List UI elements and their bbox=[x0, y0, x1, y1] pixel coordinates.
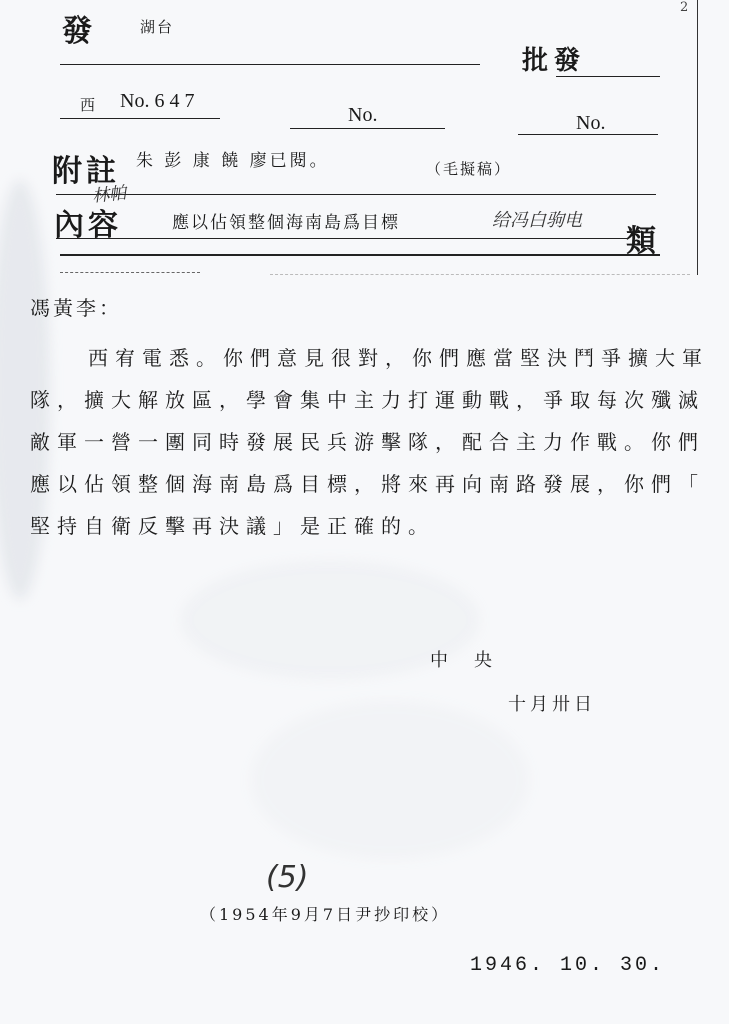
approve-label: 批發 bbox=[522, 46, 587, 76]
body-line: 敵軍一營一團同時發展民兵游擊隊，配合主力作戰。你們 bbox=[30, 430, 705, 454]
form-rule bbox=[556, 76, 660, 77]
notes-label: 附註 bbox=[52, 154, 120, 189]
letter-date: 十月卅日 bbox=[508, 694, 596, 715]
scan-smudge bbox=[250, 700, 530, 860]
content-text: 應以佔領整個海南島爲目標 bbox=[172, 213, 400, 233]
copy-note: （1954年9月7日尹抄印校） bbox=[200, 905, 451, 924]
page-mark: 2 bbox=[680, 0, 689, 15]
notes-draft-note: （毛擬稿） bbox=[426, 160, 512, 178]
content-label: 內容 bbox=[54, 208, 122, 243]
category-label: 類 bbox=[626, 224, 656, 259]
cut-line bbox=[60, 272, 200, 273]
number-field-3: No. bbox=[576, 112, 606, 134]
form-rule bbox=[56, 194, 656, 195]
body-line: 應以佔領整個海南島爲目標，將來再向南路發展，你們「 bbox=[30, 472, 705, 496]
cut-line bbox=[270, 274, 690, 275]
salutation: 馮黃李： bbox=[30, 296, 122, 320]
notes-text: 朱 彭 康 饒 廖已閱。 bbox=[136, 151, 330, 171]
handwritten-annotation: 给冯白驹电 bbox=[492, 210, 582, 231]
form-rule bbox=[60, 254, 660, 256]
body-line: 隊，擴大解放區，學會集中主力打運動戰，爭取每次殲滅 bbox=[30, 388, 705, 412]
form-border-right bbox=[697, 0, 698, 275]
send-from: 湖台 bbox=[140, 18, 175, 36]
form-rule bbox=[56, 238, 628, 239]
form-rule bbox=[290, 128, 445, 129]
page-number: (5) bbox=[266, 860, 309, 895]
serial-number: No. 6 4 7 bbox=[120, 90, 195, 112]
body-line: 西宥電悉。你們意見很對，你們應當堅決鬥爭擴大軍 bbox=[88, 346, 709, 370]
form-rule bbox=[60, 118, 220, 119]
send-label: 發 bbox=[62, 14, 96, 49]
number-field-2: No. bbox=[348, 104, 378, 126]
signature: 中 央 bbox=[430, 650, 496, 671]
serial-prefix: 西 bbox=[80, 96, 98, 114]
handwritten-annotation: 林帕 bbox=[91, 183, 128, 207]
body-line: 堅持自衛反擊再決議」是正確的。 bbox=[30, 514, 435, 538]
form-rule bbox=[518, 134, 658, 135]
form-rule bbox=[60, 64, 480, 65]
archive-date: 1946. 10. 30. bbox=[470, 954, 666, 977]
